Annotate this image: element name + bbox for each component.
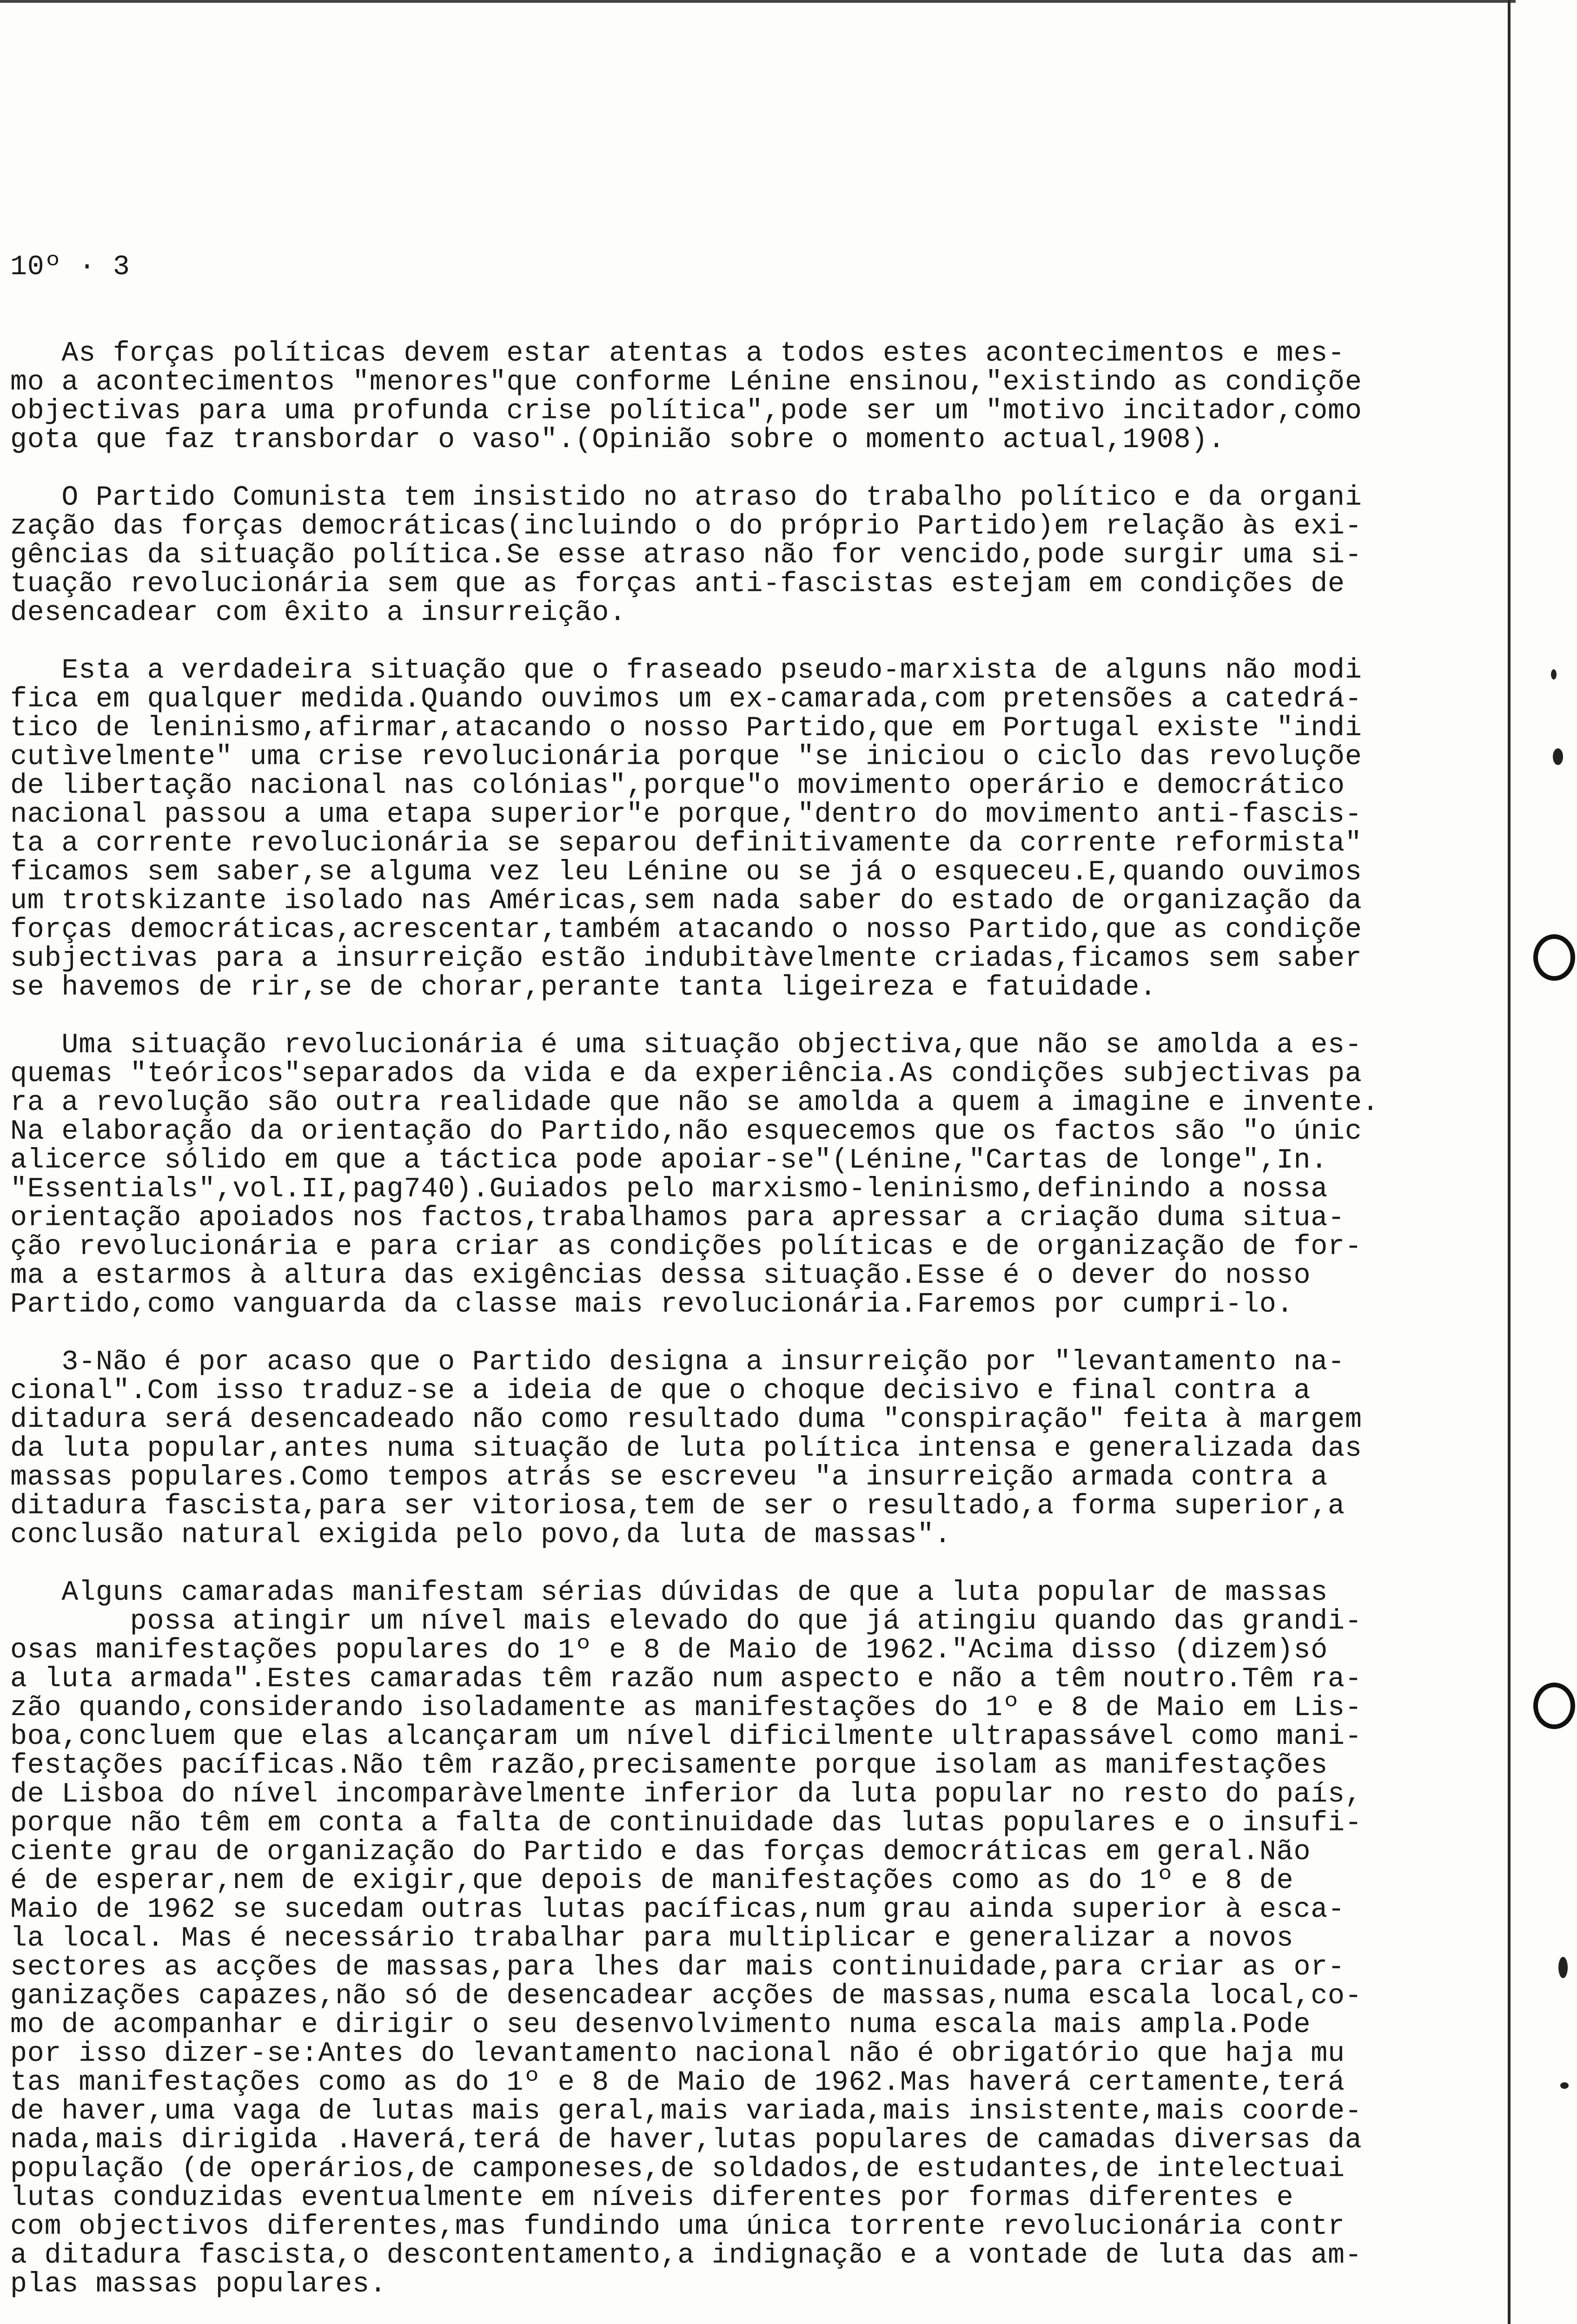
text-line: Partido,como vanguarda da classe mais revolucionária.Faremos por cumpri-lo. bbox=[10, 1289, 1294, 1320]
text-line: la local. Mas é necessário trabalhar para multiplicar e generalizar a novos bbox=[10, 1923, 1294, 1954]
text-line: zão quando,considerando isoladamente as manifestações do 1º e 8 de Maio em Lis- bbox=[10, 1692, 1362, 1724]
text-line: subjectivas para a insurreição estão indubitàvelmente criadas,ficamos sem saber bbox=[10, 943, 1362, 975]
text-line: nacional passou a uma etapa superior"e porque,"dentro do movimento anti-fascis- bbox=[10, 799, 1362, 831]
text-line: As forças políticas devem estar atentas a todos estes acontecimentos e mes- bbox=[10, 338, 1345, 370]
text-line: de libertação nacional nas colónias",porque"o movimento operário e democrático bbox=[10, 770, 1345, 802]
text-line: massas populares.Como tempos atrás se escreveu "a insurreição armada contra a bbox=[10, 1462, 1328, 1493]
text-line: a luta armada".Estes camaradas têm razão num aspecto e não a têm noutro.Têm ra- bbox=[10, 1664, 1362, 1695]
text-line: ditadura será desencadeado não como resultado duma "conspiração" feita à margem bbox=[10, 1404, 1362, 1436]
punch-hole-icon bbox=[1533, 1683, 1575, 1729]
text-line: tico de leninismo,afirmar,atacando o nosso Partido,que em Portugal existe "indi bbox=[10, 713, 1362, 744]
text-line: tas manifestações como as do 1º e 8 de Maio de 1962.Mas haverá certamente,terá bbox=[10, 2067, 1345, 2099]
text-line: da luta popular,antes numa situação de luta política intensa e generalizada das bbox=[10, 1433, 1362, 1465]
paragraph-list bbox=[10, 339, 1505, 2299]
text-line: possa atingir um nível mais elevado do que já atingiu quando das grandi- bbox=[10, 1606, 1362, 1637]
text-line: Uma situação revolucionária é uma situação objectiva,que não se amolda a es- bbox=[10, 1030, 1362, 1061]
text-line: alicerce sólido em que a táctica pode apoiar-se"(Lénine,"Cartas de longe",In. bbox=[10, 1145, 1328, 1176]
text-line: ra a revolução são outra realidade que não se amolda a quem a imagine e invente. bbox=[10, 1087, 1379, 1119]
document-body bbox=[10, 195, 1505, 2324]
paragraph bbox=[10, 1031, 1505, 1319]
text-line: forças democráticas,acrescentar,também atacando o nosso Partido,que as condiçõe bbox=[10, 914, 1362, 946]
text-line: ganizações capazes,não só de desencadear acções de massas,numa escala local,co- bbox=[10, 1981, 1362, 2012]
text-line: festações pacíficas.Não têm razão,precisamente porque isolam as manifestações bbox=[10, 1750, 1328, 1782]
text-line: Na elaboração da orientação do Partido,não esquecemos que os factos são "o únic bbox=[10, 1116, 1362, 1148]
text-line: 3-Não é por acaso que o Partido designa a insurreição por "levantamento na- bbox=[10, 1347, 1345, 1378]
text-line: de Lisboa do nível incomparàvelmente inferior da luta popular no resto do país, bbox=[10, 1779, 1362, 1810]
text-line: lutas conduzidas eventualmente em níveis diferentes por formas diferentes e bbox=[10, 2182, 1294, 2214]
text-line: mo de acompanhar e dirigir o seu desenvolvimento numa escala mais ampla.Pode bbox=[10, 2009, 1311, 2041]
text-line: osas manifestações populares do 1º e 8 de Maio de 1962."Acima disso (dizem)só bbox=[10, 1635, 1328, 1666]
text-line: mo a acontecimentos "menores"que conforme Lénine ensinou,"existindo as condiçõe bbox=[10, 367, 1362, 398]
text-line: cutìvelmente" uma crise revolucionária porque "se iniciou o ciclo das revoluçõe bbox=[10, 741, 1362, 773]
text-line: conclusão natural exigida pelo povo,da luta de massas". bbox=[10, 1519, 952, 1551]
text-line: desencadear com êxito a insurreição. bbox=[10, 597, 627, 629]
right-margin-rule bbox=[1508, 0, 1511, 2324]
text-line: a ditadura fascista,o descontentamento,a indignação e a vontade de luta das am- bbox=[10, 2240, 1362, 2271]
text-line: sectores as acções de massas,para lhes dar mais continuidade,para criar as or- bbox=[10, 1952, 1345, 1983]
scan-mark bbox=[1560, 2082, 1569, 2089]
text-line: porque não têm em conta a falta de continuidade das lutas populares e o insufi- bbox=[10, 1808, 1362, 1839]
text-line: ta a corrente revolucionária se separou definitivamente da corrente reformista" bbox=[10, 828, 1362, 859]
text-line: "Essentials",vol.II,pag740).Guiados pelo marxismo-leninismo,definindo a nossa bbox=[10, 1174, 1328, 1205]
text-line: um trotskizante isolado nas Américas,sem nada saber do estado de organização da bbox=[10, 885, 1362, 917]
text-line: Alguns camaradas manifestam sérias dúvidas de que a luta popular de massas bbox=[10, 1577, 1328, 1609]
page-number: 10º · 3 bbox=[10, 251, 130, 283]
text-line: nada,mais dirigida .Haverá,terá de haver,lutas populares de camadas diversas da bbox=[10, 2125, 1362, 2156]
paragraph bbox=[10, 1348, 1505, 1550]
text-line: boa,concluem que elas alcançaram um nível dificilmente ultrapassável como mani- bbox=[10, 1721, 1362, 1753]
text-line: ficamos sem saber,se alguma vez leu Lénine ou se já o esqueceu.E,quando ouvimos bbox=[10, 857, 1362, 888]
paragraph bbox=[10, 483, 1505, 627]
text-line: com objectivos diferentes,mas fundindo uma única torrente revolucionária contr bbox=[10, 2211, 1345, 2243]
text-line: orientação apoiados nos factos,trabalhamos para apressar a criação duma situa- bbox=[10, 1202, 1345, 1234]
text-line: por isso dizer-se:Antes do levantamento nacional não é obrigatório que haja mu bbox=[10, 2038, 1345, 2070]
text-line: tuação revolucionária sem que as forças anti-fascistas estejam em condições de bbox=[10, 568, 1345, 600]
text-line: de haver,uma vaga de lutas mais geral,mais variada,mais insistente,mais coorde- bbox=[10, 2096, 1362, 2127]
text-line: fica em qualquer medida.Quando ouvimos um ex-camarada,com pretensões a catedrá- bbox=[10, 684, 1362, 715]
text-line: Esta a verdadeira situação que o fraseado pseudo-marxista de alguns não modi bbox=[10, 655, 1362, 687]
text-line: ção revolucionária e para criar as condições políticas e de organização de for- bbox=[10, 1231, 1362, 1263]
text-line: objectivas para uma profunda crise política",pode ser um "motivo incitador,como bbox=[10, 396, 1362, 427]
text-line: ditadura fascista,para ser vitoriosa,tem de ser o resultado,a forma superior,a bbox=[10, 1491, 1345, 1522]
text-line: zação das forças democráticas(incluindo o do próprio Partido)em relação às exi- bbox=[10, 511, 1362, 542]
scan-mark bbox=[1553, 748, 1563, 765]
text-line: gências da situação política.Se esse atraso não for vencido,pode surgir uma si- bbox=[10, 540, 1362, 571]
paragraph bbox=[10, 339, 1505, 455]
paragraph bbox=[10, 1578, 1505, 2299]
scan-mark bbox=[1551, 669, 1557, 680]
text-line: cional".Com isso traduz-se a ideia de que o choque decisivo e final contra a bbox=[10, 1375, 1311, 1407]
top-edge-rule bbox=[0, 0, 1516, 3]
text-line: gota que faz transbordar o vaso".(Opinião sobre o momento actual,1908). bbox=[10, 424, 1226, 456]
text-line: ma a estarmos à altura das exigências dessa situação.Esse é o dever do nosso bbox=[10, 1260, 1311, 1292]
scan-mark bbox=[1558, 1957, 1568, 1978]
text-line: população (de operários,de camponeses,de soldados,de estudantes,de intelectuai bbox=[10, 2153, 1345, 2185]
text-line: quemas "teóricos"separados da vida e da experiência.As condições subjectivas pa bbox=[10, 1058, 1362, 1090]
text-line: ciente grau de organização do Partido e das forças democráticas em geral.Não bbox=[10, 1836, 1311, 1868]
text-line: plas massas populares. bbox=[10, 2269, 387, 2300]
text-line: se havemos de rir,se de chorar,perante tanta ligeireza e fatuidade. bbox=[10, 972, 1157, 1004]
paragraph bbox=[10, 656, 1505, 1002]
punch-hole-icon bbox=[1533, 934, 1575, 981]
text-line: Maio de 1962 se sucedam outras lutas pacíficas,num grau ainda superior à esca- bbox=[10, 1894, 1345, 1926]
text-line: O Partido Comunista tem insistido no atraso do trabalho político e da organi bbox=[10, 482, 1362, 514]
text-line: é de esperar,nem de exigir,que depois de manifestações como as do 1º e 8 de bbox=[10, 1865, 1294, 1897]
